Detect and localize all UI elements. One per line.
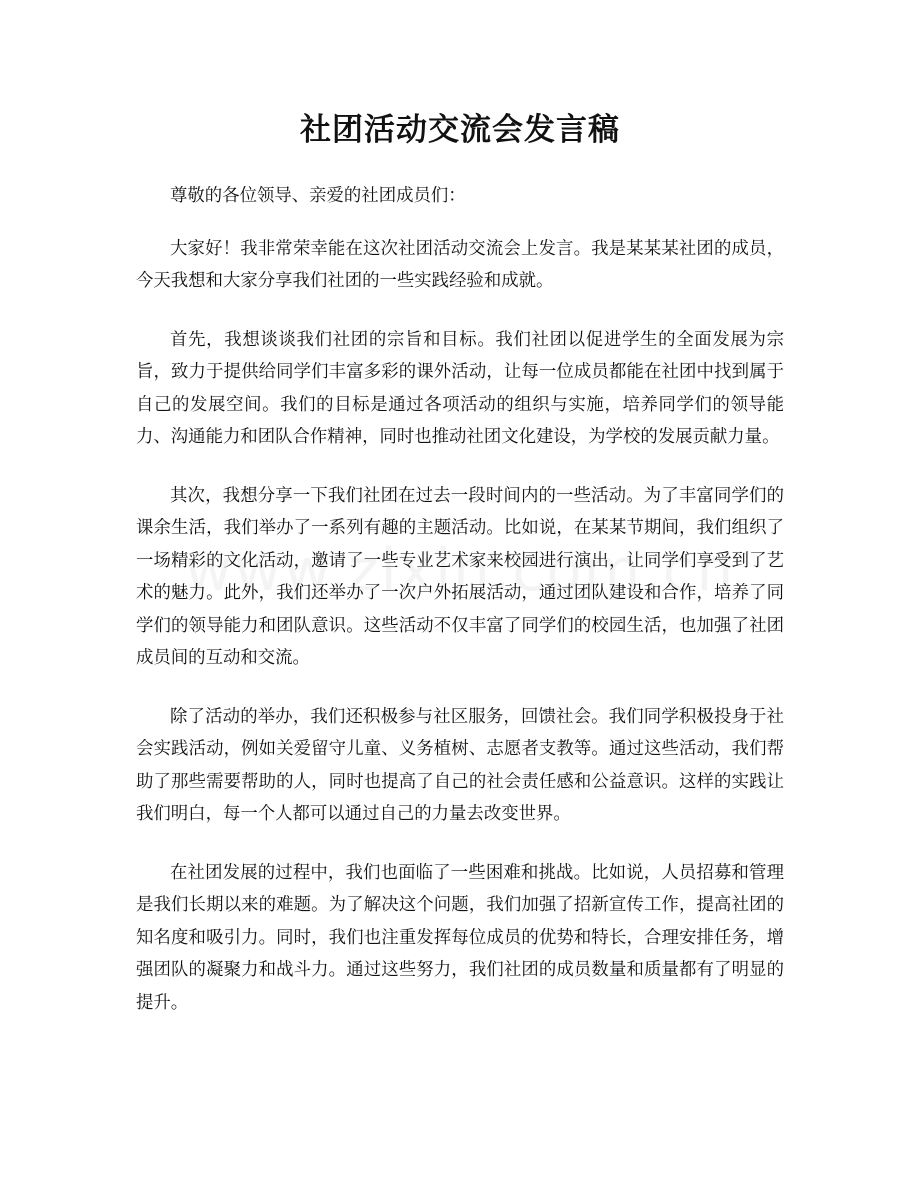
document-body: [136, 180, 784, 1045]
paragraph-community-service: 除了活动的举办，我们还积极参与社区服务，回馈社会。我们同学积极投身于社会实践活动，例如关爱留守儿童、义务植树、志愿者支教等。通过这些活动，我们帮助了那些需要帮助的人，同时也提高了自己的社会责任感和公益意识。这样的实践让我们明白，每一个人都可以通过自己的力量去改变世界。: [136, 706, 784, 824]
paragraph-activities: 其次，我想分享一下我们社团在过去一段时间内的一些活动。为了丰富同学们的课余生活，我们举办了一系列有趣的主题活动。比如说，在某某节期间，我们组织了一场精彩的文化活动，邀请了一些专业艺术家来校园进行演出，让同学们享受到了艺术的魅力。此外，我们还举办了一次户外拓展活动，通过团队建设和合作，培养了同学们的领导能力和团队意识。这些活动不仅丰富了同学们的校园生活，也加强了社团成员间的互动和交流。: [136, 485, 784, 668]
paragraph-challenges: 在社团发展的过程中，我们也面临了一些困难和挑战。比如说，人员招募和管理是我们长期以来的难题。为了解决这个问题，我们加强了招新宣传工作，提高社团的知名度和吸引力。同时，我们也注重发挥每位成员的优势和特长，合理安排任务，增强团队的凝聚力和战斗力。通过这些努力，我们社团的成员数量和质量都有了明显的提升。: [136, 862, 784, 1013]
paragraph-greeting: 大家好！我非常荣幸能在这次社团活动交流会上发言。我是某某某社团的成员，今天我想和大家分享我们社团的一些实践经验和成就。: [136, 238, 784, 291]
paragraph-salutation: 尊敬的各位领导、亲爱的社团成员们：: [170, 186, 466, 206]
paragraph-purpose: 首先，我想谈谈我们社团的宗旨和目标。我们社团以促进学生的全面发展为宗旨，致力于提供给同学们丰富多彩的课外活动，让每一位成员都能在社团中找到属于自己的发展空间。我们的目标是通过各项活动的组织与实施，培养同学们的领导能力、沟通能力和团队合作精神，同时也推动社团文化建设，为学校的发展贡献力量。: [136, 329, 784, 447]
document-title: 社团活动交流会发言稿: [300, 112, 620, 148]
